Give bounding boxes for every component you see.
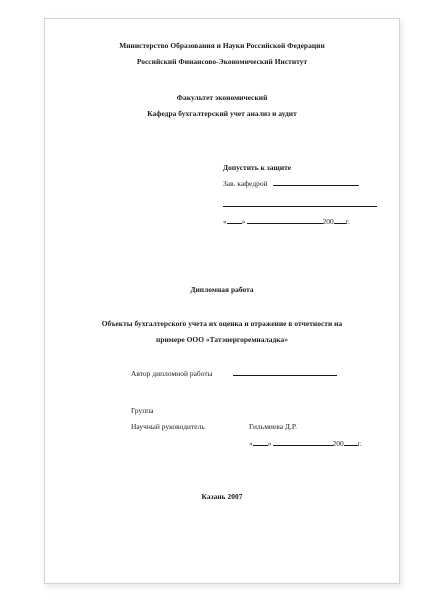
city-year: Казань 2007 <box>201 492 243 501</box>
institute-name: Российский Финансово-Экономический Институт <box>136 57 308 66</box>
department-name: Кафедра бухгалтерский учет анализ и аудит <box>147 109 297 118</box>
supervisor-month-blank <box>273 439 333 446</box>
head-of-department-line <box>223 179 359 188</box>
supervisor-date-year: 200 <box>332 439 344 448</box>
approval-title: Допустить к защите <box>223 163 292 172</box>
head-signature-blank <box>273 179 359 186</box>
approval-date-close-quote: » <box>241 217 246 226</box>
supervisor-date-close-quote: » <box>267 439 272 448</box>
approval-date-open-quote: « <box>223 217 227 226</box>
supervisor-year-blank <box>344 439 358 446</box>
approval-day-blank <box>227 217 242 224</box>
head-name-line <box>223 200 377 209</box>
head-of-department-label: Зав. кафедрой <box>223 179 268 188</box>
approval-month-blank <box>247 217 323 224</box>
author-signature-blank <box>233 369 337 376</box>
work-type: Дипломная работа <box>190 285 254 294</box>
head-name-blank <box>223 200 377 207</box>
supervisor-line <box>131 422 205 431</box>
faculty-name: Факультет экономический <box>176 93 268 102</box>
supervisor-date-suffix: г. <box>357 439 362 448</box>
approval-date-year: 200 <box>322 217 334 226</box>
document-page <box>44 18 400 584</box>
supervisor-date-line <box>249 439 362 448</box>
ministry-name: Министерство Образования и Науки Российской Федерации <box>119 41 325 50</box>
supervisor-day-blank <box>253 439 268 446</box>
approval-date-line <box>223 217 350 226</box>
author-label: Автор дипломной работы <box>131 369 213 378</box>
work-topic-line2: примере ООО «Татэнергоремналадка» <box>156 335 288 344</box>
approval-date-suffix: г. <box>345 217 350 226</box>
supervisor-date-open-quote: « <box>249 439 253 448</box>
approval-year-blank <box>334 217 346 224</box>
supervisor-name: Гильмиева Д.Р. <box>249 422 298 431</box>
work-topic-line1: Объекты бухгалтерского учета их оценка и отражение в отчетности на <box>101 319 343 328</box>
supervisor-label: Научный руководитель <box>131 422 205 431</box>
author-line <box>131 369 337 378</box>
group-label: Группа <box>131 406 154 415</box>
